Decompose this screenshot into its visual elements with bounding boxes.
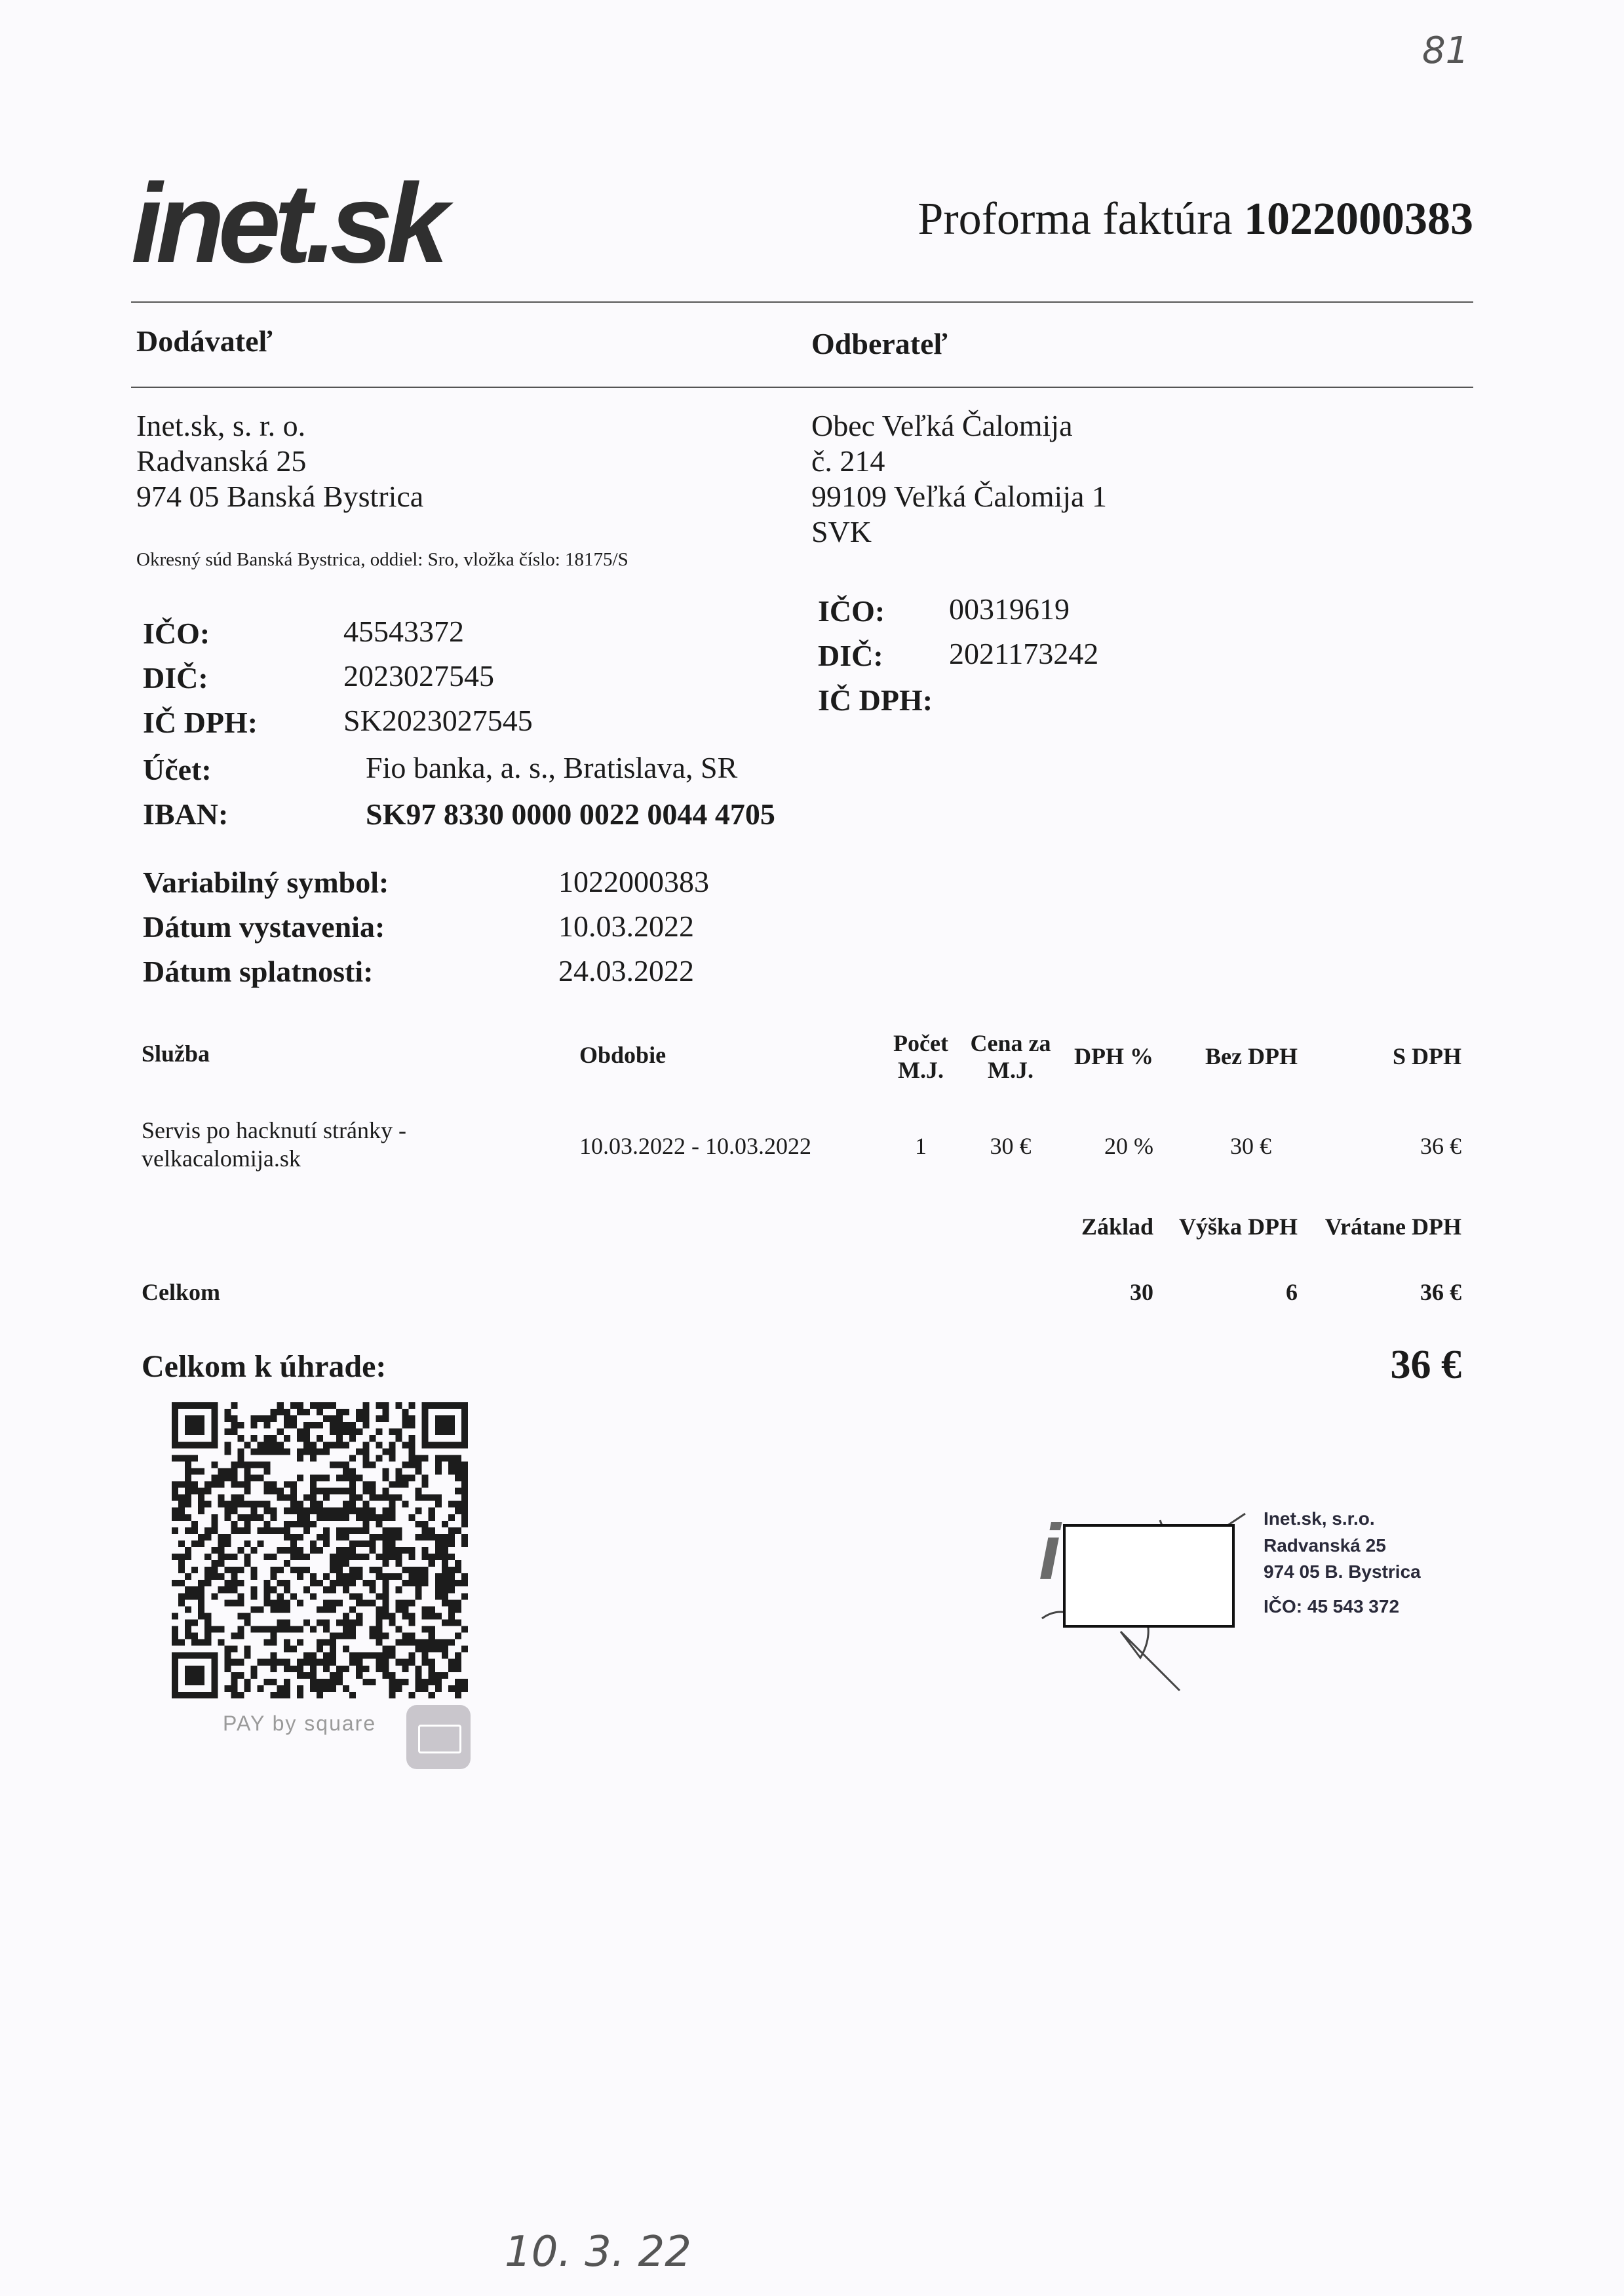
table-row-period: 10.03.2022 - 10.03.2022	[579, 1133, 811, 1159]
summary-base: 30	[1130, 1279, 1153, 1305]
redaction-box	[1063, 1524, 1235, 1628]
bank-account: Fio banka, a. s., Bratislava, SR	[366, 751, 738, 784]
amount-due-label: Celkom k úhrade:	[142, 1349, 387, 1384]
col-service: Služba	[142, 1041, 210, 1067]
amount-due-value: 36 €	[1390, 1343, 1461, 1387]
divider	[131, 301, 1473, 303]
customer-dic: 2021173242	[949, 637, 1099, 670]
col-gross: S DPH	[1392, 1043, 1461, 1069]
stamp-logo: i	[1039, 1508, 1061, 1596]
summary-vat-header: Výška DPH	[1178, 1214, 1298, 1240]
supplier-city: 974 05 Banská Bystrica	[136, 480, 424, 513]
iban-label: IBAN:	[143, 797, 229, 831]
table-row-net: 30 €	[1230, 1133, 1271, 1159]
summary-label: Celkom	[142, 1279, 220, 1305]
invoice-title	[918, 194, 1473, 244]
table-row-vat-pct: 20 %	[1104, 1133, 1153, 1159]
customer-ico-label: IČO:	[818, 594, 885, 628]
supplier-dic: 2023027545	[343, 659, 494, 693]
invoice-title-prefix: Proforma faktúra	[918, 194, 1233, 244]
supplier-name: Inet.sk, s. r. o.	[136, 409, 306, 442]
payment-qr-code	[172, 1402, 468, 1698]
col-net: Bez DPH	[1205, 1043, 1298, 1069]
handwritten-note: 81	[1422, 29, 1469, 72]
court-registration: Okresný súd Banská Bystrica, oddiel: Sro, vložka číslo: 18175/S	[136, 549, 628, 570]
customer-dic-label: DIČ:	[818, 639, 883, 672]
supplier-ico-label: IČO:	[143, 617, 210, 650]
due-date-label: Dátum splatnosti:	[143, 955, 374, 988]
customer-country: SVK	[811, 515, 872, 548]
supplier-icdph-label: IČ DPH:	[143, 706, 258, 739]
customer-ico: 00319619	[949, 592, 1070, 626]
customer-street: č. 214	[811, 444, 885, 478]
supplier-dic-label: DIČ:	[143, 661, 208, 695]
variable-symbol: 1022000383	[558, 865, 709, 898]
table-row-service: Servis po hacknutí stránky - velkacalomija.sk	[142, 1117, 406, 1172]
customer-city: 99109 Veľká Čalomija 1	[811, 480, 1107, 513]
issue-date-label: Dátum vystavenia:	[143, 910, 385, 944]
customer-heading: Odberateľ	[811, 327, 948, 360]
card-icon	[406, 1705, 471, 1769]
col-unit-price: Cena za M.J.	[970, 1030, 1051, 1084]
col-vat-pct: DPH %	[1074, 1043, 1153, 1069]
handwritten-date: 10. 3. 22	[505, 2228, 691, 2276]
supplier-street: Radvanská 25	[136, 444, 307, 478]
customer-icdph-label: IČ DPH:	[818, 683, 933, 717]
customer-name: Obec Veľká Čalomija	[811, 409, 1073, 442]
iban-value: SK97 8330 0000 0022 0044 4705	[366, 797, 775, 831]
col-qty: Počet M.J.	[893, 1030, 948, 1084]
summary-vat: 6	[1286, 1279, 1298, 1305]
summary-base-header: Základ	[1081, 1214, 1153, 1240]
supplier-icdph: SK2023027545	[343, 704, 533, 737]
variable-symbol-label: Variabilný symbol:	[143, 866, 389, 899]
supplier-heading: Dodávateľ	[136, 324, 273, 358]
col-period: Obdobie	[579, 1042, 667, 1068]
summary-total-header: Vrátane DPH	[1324, 1214, 1461, 1240]
table-row-unit-price: 30 €	[990, 1133, 1032, 1159]
pay-by-square-label: PAY by square	[223, 1712, 377, 1735]
table-row-qty: 1	[915, 1133, 927, 1159]
company-stamp-text: Inet.sk, s.r.o. Radvanská 25 974 05 B. Bystrica IČO: 45 543 372	[1264, 1508, 1421, 1617]
due-date: 24.03.2022	[558, 954, 694, 987]
issue-date: 10.03.2022	[558, 909, 694, 943]
company-logo: inet.sk	[131, 161, 442, 286]
invoice-number: 1022000383	[1244, 194, 1473, 244]
divider	[131, 387, 1473, 388]
summary-total: 36 €	[1420, 1279, 1461, 1305]
account-label: Účet:	[143, 753, 212, 786]
supplier-ico: 45543372	[343, 615, 464, 648]
table-row-gross: 36 €	[1420, 1133, 1461, 1159]
